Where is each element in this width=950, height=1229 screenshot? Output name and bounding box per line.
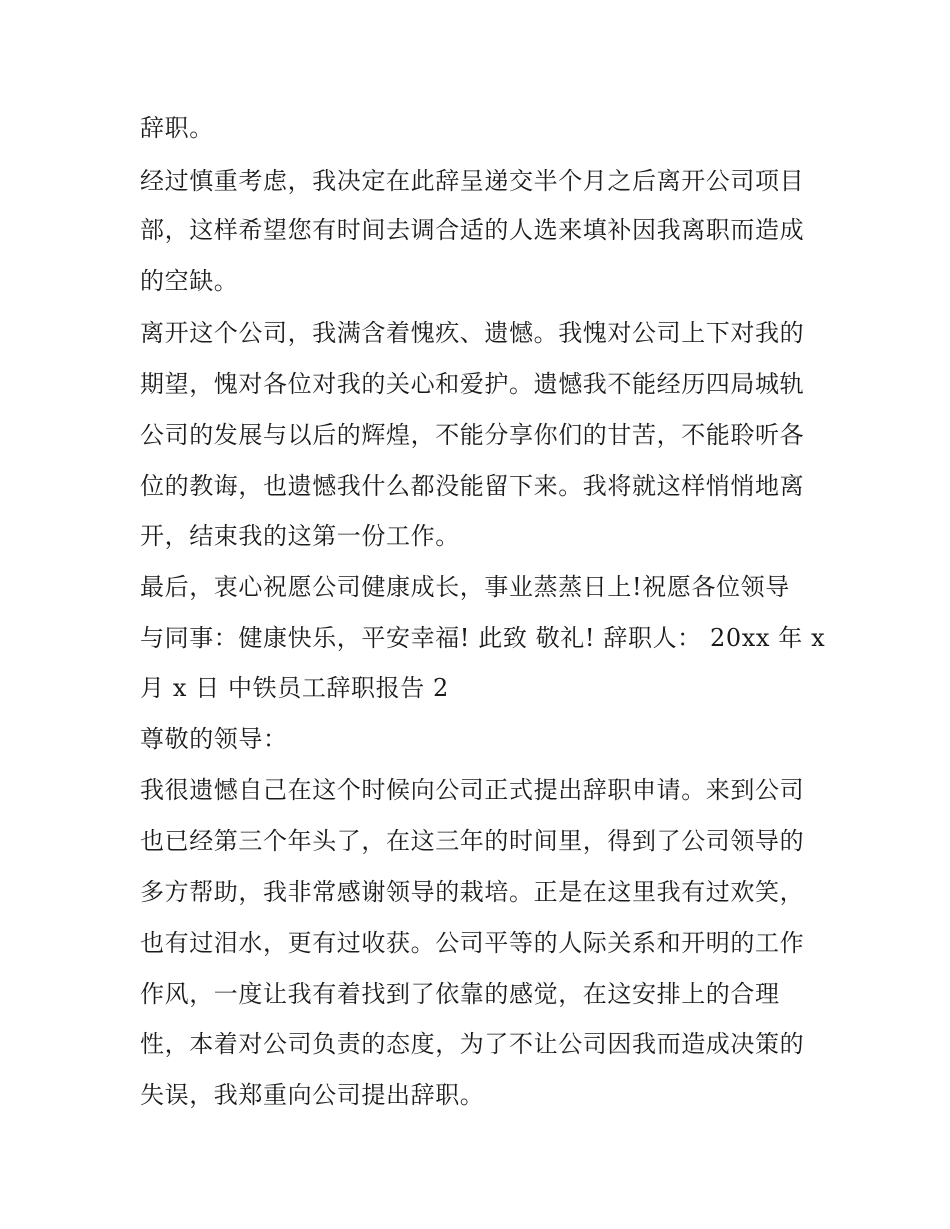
text-line: 公司的发展与以后的辉煌，不能分享你们的甘苦，不能聆听各 [140, 421, 805, 449]
text-line: 我很遗憾自己在这个时候向公司正式提出辞职申请。来到公司 [140, 776, 805, 804]
text-line: 经过慎重考虑，我决定在此辞呈递交半个月之后离开公司项目 [140, 167, 805, 195]
text-line: 期望，愧对各位对我的关心和爱护。遗憾我不能经历四局城轨 [140, 370, 805, 398]
text-line: 开，结束我的这第一份工作。 [140, 522, 460, 550]
text-line: 辞职。 [140, 114, 214, 142]
text-line: 多方帮助，我非常感谢领导的栽培。正是在这里我有过欢笑， [140, 878, 805, 906]
text-line: 也已经第三个年头了，在这三年的时间里，得到了公司领导的 [140, 827, 805, 855]
text-line: 与同事：健康快乐，平安幸福! 此致 敬礼! 辞职人： 20xx 年 x [140, 624, 826, 652]
text-line: 作风，一度让我有着找到了依靠的感觉，在这安排上的合理 [140, 980, 780, 1008]
text-line: 最后，衷心祝愿公司健康成长，事业蒸蒸日上!祝愿各位领导 [140, 573, 790, 601]
text-line: 性，本着对公司负责的态度，为了不让公司因我而造成决策的 [140, 1030, 805, 1058]
text-line: 月 x 日 中铁员工辞职报告 2 [140, 674, 449, 702]
text-line: 离开这个公司，我满含着愧疚、遗憾。我愧对公司上下对我的 [140, 319, 805, 347]
text-line: 失误，我郑重向公司提出辞职。 [140, 1081, 485, 1109]
text-line: 也有过泪水，更有过收获。公司平等的人际关系和开明的工作 [140, 929, 805, 957]
text-line: 的空缺。 [140, 267, 239, 295]
text-line: 尊敬的领导： [140, 725, 288, 753]
text-line: 部，这样希望您有时间去调合适的人选来填补因我离职而造成 [140, 216, 805, 244]
text-line: 位的教诲，也遗憾我什么都没能留下来。我将就这样悄悄地离 [140, 472, 805, 500]
